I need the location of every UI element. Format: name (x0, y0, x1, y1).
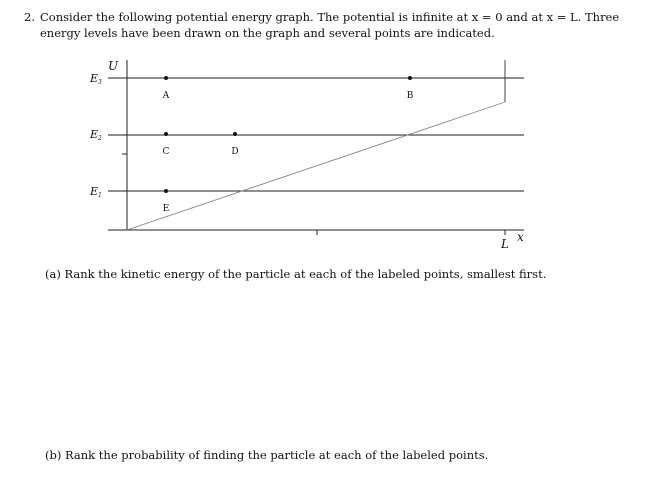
L-label: L (501, 237, 509, 251)
part-a-question: (a) Rank the kinetic energy of the particle at each of the labeled points, smallest first. (45, 267, 547, 281)
energy-level-3-label: E3 (90, 72, 102, 86)
point-D-label: D (231, 147, 239, 157)
point-C-dot (164, 132, 168, 136)
problem-line-2: energy levels have been drawn on the graph and several points are indicated. (40, 26, 495, 40)
y-axis-label: U (108, 59, 119, 73)
point-E-dot (164, 189, 168, 193)
point-E-label: E (162, 204, 170, 214)
point-B-dot (408, 76, 412, 80)
x-axis-label: x (517, 230, 524, 244)
point-C-label: C (162, 147, 170, 157)
problem-number: 2. (24, 10, 35, 24)
part-b-question: (b) Rank the probability of finding the particle at each of the labeled points. (45, 448, 489, 462)
problem-line-1: Consider the following potential energy graph. The potential is infinite at x = 0 and at x = L. Three (40, 10, 620, 24)
energy-level-2-label: E2 (90, 128, 102, 142)
potential-curve (127, 102, 505, 230)
point-A-dot (164, 76, 168, 80)
point-D-dot (233, 132, 237, 136)
point-B-label: B (406, 91, 414, 101)
energy-level-1-label: E1 (90, 185, 102, 199)
point-A-label: A (162, 91, 170, 101)
